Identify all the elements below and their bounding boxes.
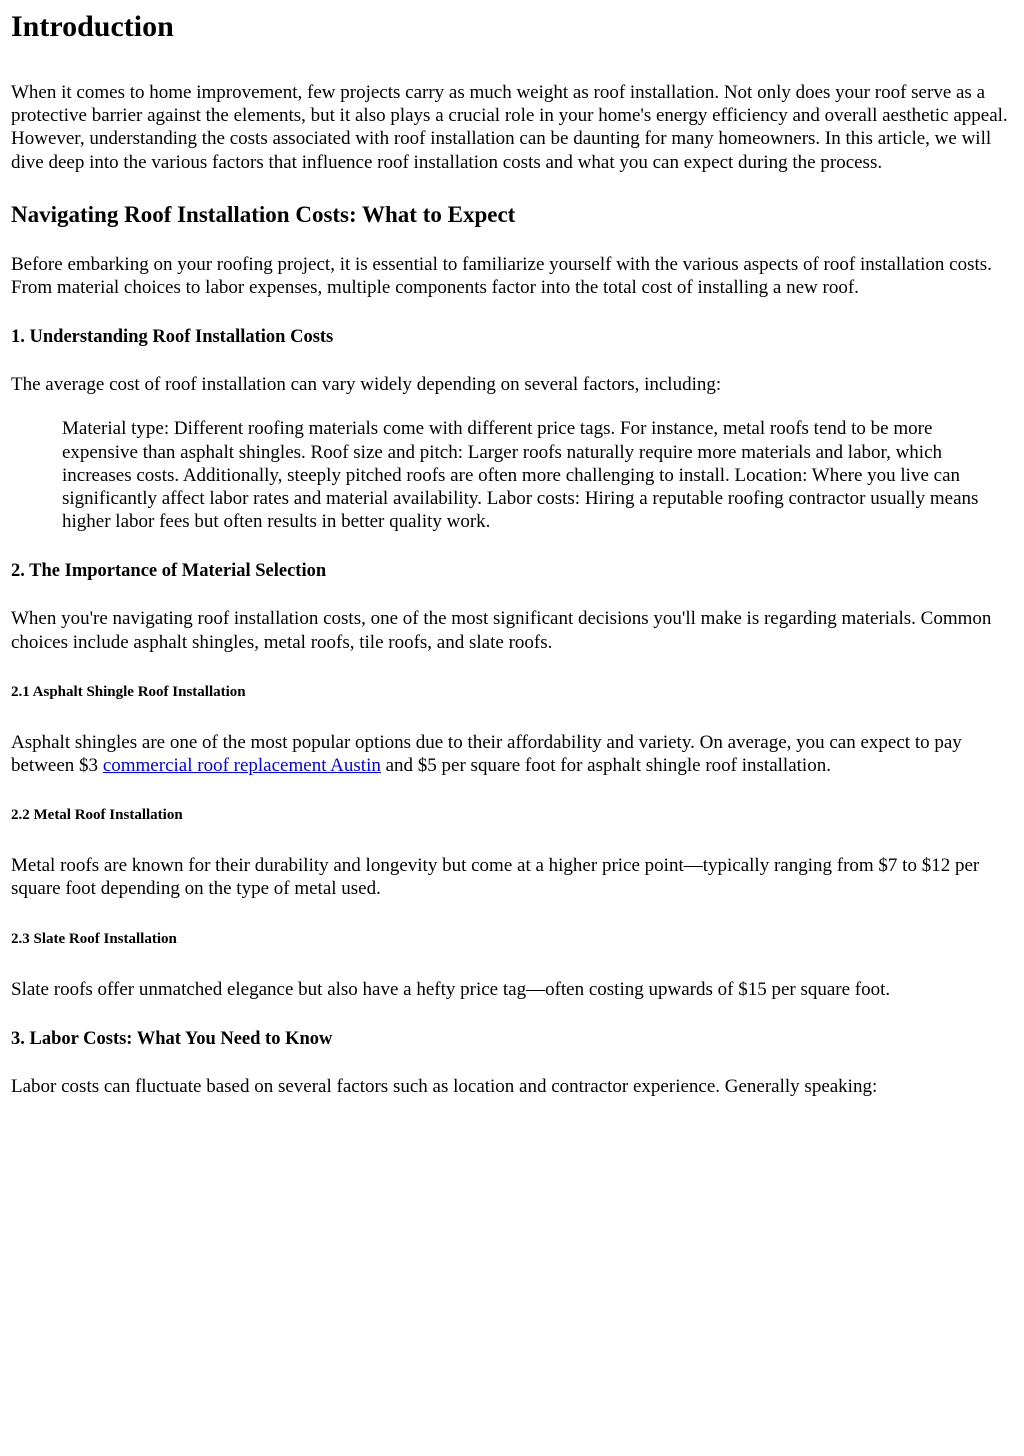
section2-3-heading: 2.3 Slate Roof Installation	[11, 930, 177, 947]
section3-heading: 3. Labor Costs: What You Need to Know	[11, 1028, 333, 1049]
section2-3-paragraph: Slate roofs offer unmatched elegance but also have a hefty price tag—often costing upwards of $15 per square foot.	[11, 978, 891, 1000]
navigating-paragraph: Before embarking on your roofing project, it is essential to familiarize yourself with the various aspects of roof installation costs. From material choices to labor expenses, multiple components factor into the total cost of installing a new roof.	[11, 253, 992, 299]
section1-factors-quote: Material type: Different roofing materials come with different price tags. For instance, metal roofs tend to be more expensive than asphalt shingles. Roof size and pitch: Larger roofs naturally require more materials and labor, which increases costs. Additionally, steeply pitched roofs are often more challenging to install. Location: Where you live can significantly affect labor rates and material availability. Labor costs: Hiring a reputable roofing contractor usually means higher labor fees but often results in better quality work.	[62, 418, 979, 533]
intro-paragraph: When it comes to home improvement, few projects carry as much weight as roof installation. Not only does your roof serve as a protective barrier against the elements, but it also plays a crucial role in your home's energy efficiency and overall aesthetic appeal. However, understanding the costs associated with roof installation can be daunting for many homeowners. In this article, we will dive deep into the various factors that influence roof installation costs and what you can expect during the process.	[11, 82, 1008, 173]
section3-paragraph: Labor costs can fluctuate based on several factors such as location and contractor experience. Generally speaking:	[11, 1075, 878, 1097]
section2-1-heading: 2.1 Asphalt Shingle Roof Installation	[11, 683, 246, 700]
commercial-roof-replacement-link[interactable]: commercial roof replacement Austin	[102, 755, 381, 777]
section2-heading: 2. The Importance of Material Selection	[11, 561, 327, 582]
section2-paragraph: When you're navigating roof installation costs, one of the most significant decisions you'll make is regarding materials. Common choices include asphalt shingles, metal roofs, tile roofs, and slate roofs.	[11, 608, 992, 653]
section2-2-paragraph: Metal roofs are known for their durability and longevity but come at a higher price point—typically ranging from $7 to $12 per square foot depending on the type of metal used.	[11, 855, 980, 900]
section1-heading: 1. Understanding Roof Installation Costs	[11, 327, 334, 348]
section1-paragraph: The average cost of roof installation can vary widely depending on several factors, including:	[11, 374, 722, 396]
section2-1-text-before-link: Asphalt shingles are one of the most popular options due to their affordability and variety. On average, you can expect to pay between $3	[11, 731, 962, 777]
intro-heading: Introduction	[11, 10, 174, 43]
section2-2-heading: 2.2 Metal Roof Installation	[11, 807, 183, 824]
section2-1-paragraph	[11, 731, 1013, 777]
navigating-heading: Navigating Roof Installation Costs: What to Expect	[11, 201, 516, 227]
section2-1-text-after-link: and $5 per square foot for asphalt shingle roof installation.	[380, 755, 831, 777]
article	[0, 10, 1024, 1098]
